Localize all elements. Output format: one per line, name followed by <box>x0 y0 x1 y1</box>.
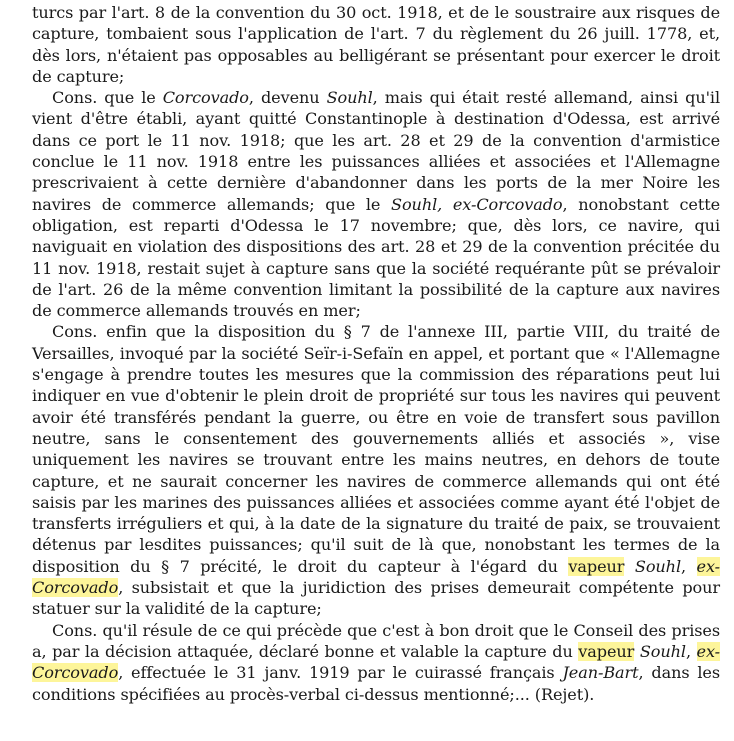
text-run: , <box>681 556 697 576</box>
italic-text: Souhl <box>326 88 373 108</box>
text-run: , <box>685 641 697 661</box>
highlighted-text: vapeur <box>578 641 635 661</box>
text-run: , mais qui était resté allemand, ainsi qu'il vient d'être établi, ayant quitté Constantinople à destination d'Odessa, est arrivé dans ce port le 11 nov. 1918; que les art. 28 et 29 de la convention d'armistice conclue le 11 nov. 1918 entre les puissances alliées et associées et l'Allemagne prescrivaient à cette dernière d'abandonner dans les ports de la mer Noire les navires de commerce allemands; que le <box>32 88 720 214</box>
paragraph <box>32 321 720 619</box>
highlighted-text: vapeur <box>568 556 625 576</box>
highlighted-text: ex-Corcovado <box>32 556 720 598</box>
text-run: , nonobstant cette obligation, est reparti d'Odessa le 17 novembre; que, dès lors, ce navire, qui naviguait en violation des dispositions des art. 28 et 29 de la convention précitée du 11 nov. 1918, restait sujet à capture sans que la société requérante pût se prévaloir de l'art. 26 de la même convention limitant la possibilité de la capture aux navires de commerce allemands trouvés en mer; <box>32 194 721 321</box>
italic-text: Jean-Bart <box>562 663 639 683</box>
text-run: Cons. enfin que la disposition du § 7 de l'annexe III, partie VIII, du traité de Versailles, invoqué par la société Seïr-i-Sefaïn en appel, et portant que « l'Allemagne s'engage à prendre toutes les mesures que la commission des réparations peut lui indiquer en vue d'obtenir le plein droit de propriété sur tous les navires qui peuvent avoir été transférés pendant la guerre, ou être en voie de transfert sous pavillon neutre, sans le consentement des gouvernements alliés et associés », vise uniquement les navires se trouvant entre les mains neutres, en dehors de toute capture, et ne saurait concerner les navires de commerce allemands qui ont été saisis par les marines des puissances alliées et associées comme ayant été l'objet de transferts irréguliers et qui, à la date de la signature du traité de paix, se trouvaient détenus par lesdites puissances; qu'il suit de là que, nonobstant les termes de la disposition du § 7 précité, le droit du capteur à l'égard du <box>32 322 720 576</box>
text-run: , dans les conditions spécifiées au procès-verbal ci-dessus mentionné;... (Rejet). <box>32 663 720 704</box>
text-run: , subsistait et que la juridiction des prises demeurait compétente pour statuer sur la validité de la capture; <box>32 578 720 619</box>
paragraph <box>32 2 720 87</box>
text-run: , effectuée le 31 janv. 1919 par le cuirassé français <box>118 663 563 683</box>
italic-text: Corcovado <box>162 88 249 108</box>
text-run: turcs par l'art. 8 de la convention du 30 oct. 1918, et de le soustraire aux risques de capture, tombaient sous l'application de l'art. 7 du règlement du 26 juill. 1778, et, dès lors, n'étaient pas opposables au belligérant se présentant pour exercer le droit de capture; <box>32 3 720 86</box>
paragraph <box>32 87 720 321</box>
text-run: Cons. que le <box>52 88 163 108</box>
text-run <box>624 557 635 576</box>
highlighted-text: ex-Corcovado <box>32 641 720 683</box>
paragraph <box>32 620 720 705</box>
italic-text: Souhl, ex-Corcovado <box>391 194 563 214</box>
italic-text: Souhl <box>639 641 686 661</box>
text-run: , devenu <box>248 88 327 108</box>
italic-text: Souhl <box>634 556 681 576</box>
text-run: Cons. qu'il résule de ce qui précède que c'est à bon droit que le Conseil des prises a, par la décision attaquée, déclaré bonne et valable la capture du <box>32 620 720 661</box>
